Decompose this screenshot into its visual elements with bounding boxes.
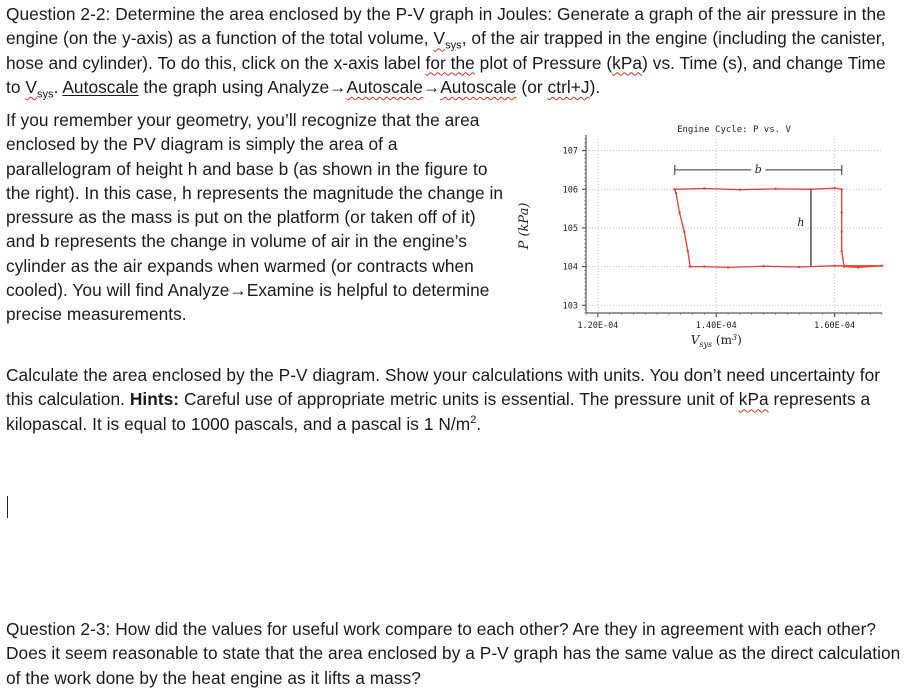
pv-explanation-paragraph: If you remember your geometry, you’ll recognize that the area enclosed by the PV diagram is simply the area of a parallelogram of height h and base b (as shown in the figure to the right). In this case, h represents the magnitude the change in pressure as the mass is put on the platform (or taken off of it) and b represents the change in volume of air in the engine’s cylinder as the air expands when warmed (or contracts when cooled). You will find Analyze→Examine is helpful to determine precise measurements.	[6, 110, 504, 325]
data-point	[675, 192, 677, 194]
data-point	[798, 266, 800, 268]
text-cursor[interactable]	[7, 496, 8, 518]
data-point	[689, 265, 691, 267]
data-point	[881, 265, 883, 267]
data-point	[687, 250, 689, 252]
y-tick-label: 104	[562, 262, 578, 273]
data-point	[841, 211, 843, 213]
data-point	[857, 266, 859, 268]
data-point	[843, 265, 845, 267]
pv-chart	[510, 116, 888, 356]
data-point	[841, 188, 843, 190]
calculation-instructions: Calculate the area enclosed by the P-V diagram. Show your calculations with units. You don’t need uncertainty for this calculation. Hints: Careful use of appropriate metric units is essential. The pressure unit of kPa represents a kilopascal. It is equal to 1000 pascals, and a pascal is 1 $N/m^2$.	[6, 365, 881, 434]
y-tick-label: 103	[562, 301, 578, 312]
x-axis-label: $V_{sys}$ $(m^3)$	[690, 333, 742, 349]
data-point	[841, 250, 843, 252]
data-point	[762, 265, 764, 267]
chart-title: Engine Cycle: P vs. V	[677, 125, 791, 135]
x-tick-label: 1.40E-04	[695, 321, 737, 331]
y-tick-label: 105	[562, 223, 578, 234]
data-point	[841, 231, 843, 233]
x-tick-label: 1.20E-04	[577, 321, 619, 331]
data-point	[739, 188, 741, 190]
data-point	[810, 188, 812, 190]
data-point	[678, 211, 680, 213]
x-tick-label: 1.60E-04	[814, 321, 856, 331]
data-point	[727, 266, 729, 268]
data-point	[833, 265, 835, 267]
data-point	[833, 187, 835, 189]
data-point	[703, 187, 705, 189]
base-b-label: b	[754, 162, 762, 176]
height-h-label: h	[797, 216, 805, 229]
question-2-3: Question 2-3: How did the values for useful work compare to each other? Are they in agreement with each other? Does it seem reasonable to state that the area enclosed by a P-V graph has the same value as the direct calculation of the work done by the heat engine as it lifts a mass?	[6, 619, 901, 688]
y-tick-label: 107	[562, 146, 578, 157]
y-tick-label: 106	[562, 185, 578, 196]
data-point	[683, 231, 685, 233]
data-point	[674, 188, 676, 190]
question-2-2: Question 2-2: Determine the area enclosed by the P-V graph in Joules: Generate a graph of the air pressure in the engine (on the y-axis) as a function of the total volume, $V_{sys}$, of the air trapped in the engine (including the canister, hose and cylinder). To do this, click on the x-axis label for the plot of Pressure (kPa) vs. Time (s), and change Time to $V_{sys}$. Autoscale the graph using Analyze→Autoscale→Autoscale (or ctrl+J).	[6, 4, 886, 101]
data-point	[774, 188, 776, 190]
data-point	[703, 265, 705, 267]
y-axis-label: P (kPa)	[517, 202, 532, 250]
